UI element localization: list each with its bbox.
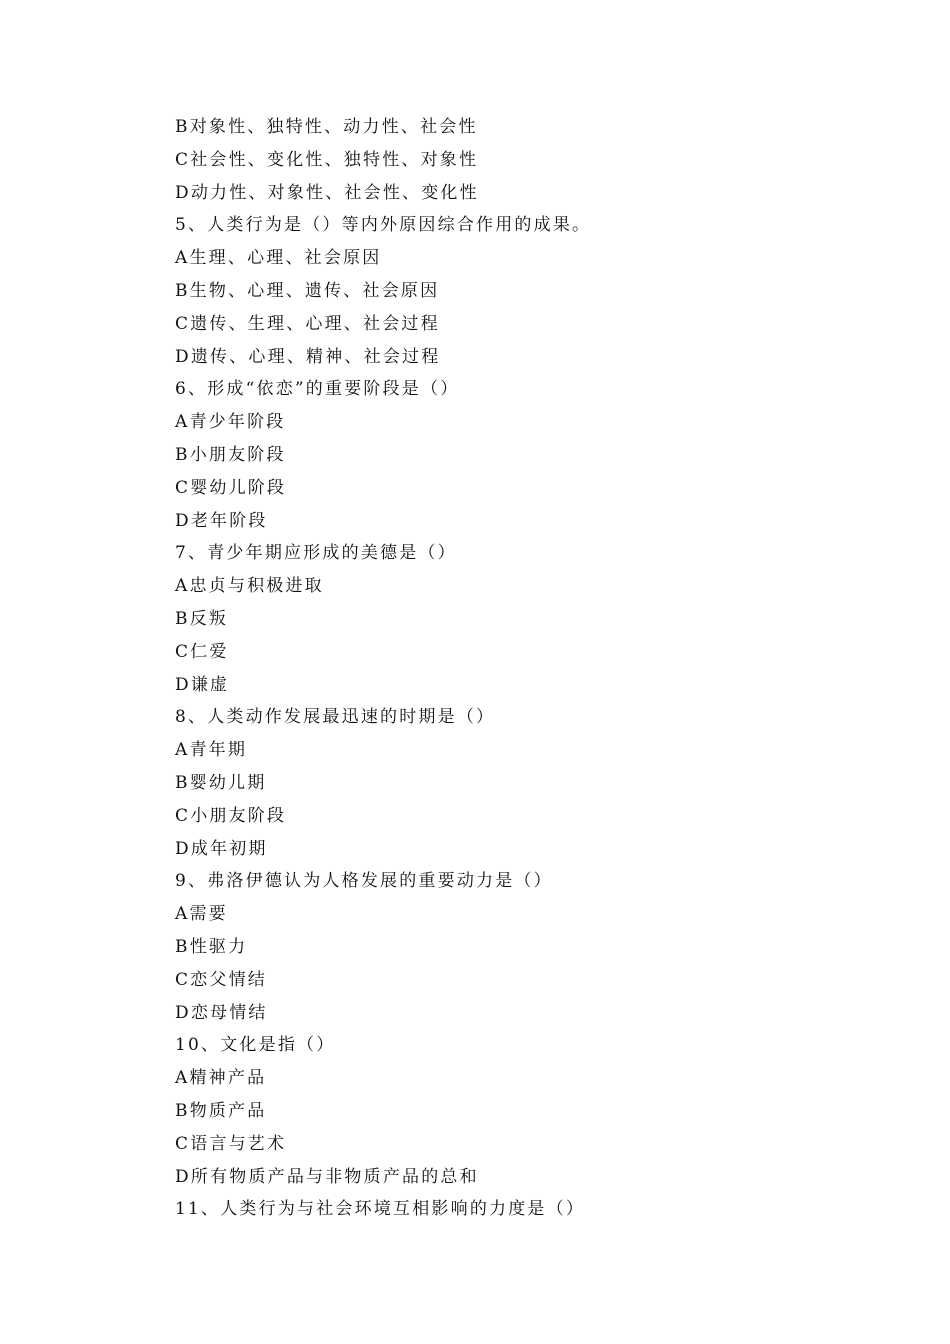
option-line: D成年初期 [175,838,268,859]
question-line: 10、文化是指（） [175,1035,336,1056]
option-line: A生理、心理、社会原因 [175,248,382,269]
option-line: B性驱力 [175,936,248,957]
option-line: C婴幼儿阶段 [175,477,287,498]
option-line: B婴幼儿期 [175,772,267,793]
option-line: C社会性、变化性、独特性、对象性 [175,149,479,170]
question-line: 5、人类行为是（）等内外原因综合作用的成果。 [175,215,592,236]
option-line: B生物、心理、遗传、社会原因 [175,280,440,301]
option-line: A需要 [175,904,228,925]
option-line: A精神产品 [175,1068,267,1089]
option-line: C遗传、生理、心理、社会过程 [175,313,440,334]
option-line: B物质产品 [175,1100,267,1121]
option-line: B反叛 [175,608,229,629]
option-line: D老年阶段 [175,510,268,531]
option-line: B对象性、独特性、动力性、社会性 [175,117,478,137]
option-line: D恋母情结 [175,1002,268,1023]
question-list [175,111,591,1226]
option-line: A青少年阶段 [175,412,286,433]
question-line: 8、人类动作发展最迅速的时期是（） [175,707,496,728]
option-line: C仁爱 [175,641,229,662]
question-line: 11、人类行为与社会环境互相影响的力度是（） [175,1199,586,1220]
question-line: 9、弗洛伊德认为人格发展的重要动力是（） [175,871,553,892]
option-line: D动力性、对象性、社会性、变化性 [175,182,479,203]
option-line: C小朋友阶段 [175,805,287,826]
option-line: A青年期 [175,740,248,761]
question-line: 7、青少年期应形成的美德是（） [175,543,457,564]
option-line: D遗传、心理、精神、社会过程 [175,346,441,367]
option-line: C语言与艺术 [175,1133,287,1154]
option-line: D谦虚 [175,674,230,695]
question-line: 6、形成“依恋”的重要阶段是（） [175,379,460,400]
option-line: B小朋友阶段 [175,444,286,465]
option-line: A忠贞与积极进取 [175,576,324,597]
option-line: C恋父情结 [175,969,268,990]
option-line: D所有物质产品与非物质产品的总和 [175,1166,479,1187]
